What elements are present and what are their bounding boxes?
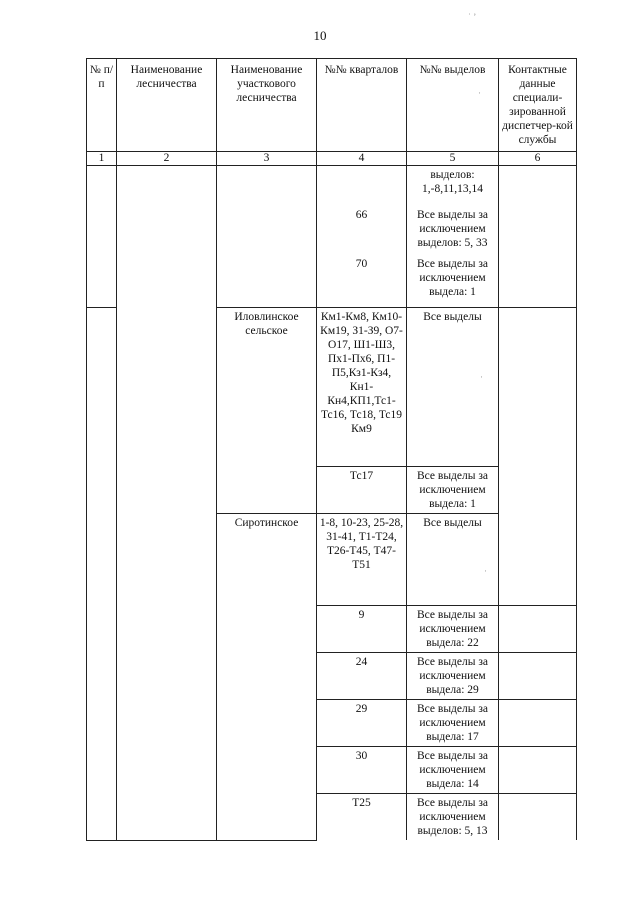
column-number-row [87, 152, 577, 166]
column-number: 2 [117, 152, 217, 166]
cell-quarter: 70 [317, 255, 407, 308]
cell-quarter: 24 [317, 653, 407, 700]
cell-contacts [499, 747, 577, 794]
table-header-row [87, 59, 577, 152]
cell-plots: Все выделы за исключением выдела: 29 [407, 653, 499, 700]
cell-quarter: 1-8, 10-23, 25-28, 31-41, Т1-Т24, Т26-Т45, Т47-Т51 [317, 514, 407, 606]
header-quarters: №№ кварталов [317, 59, 407, 152]
header-number: № п/п [87, 59, 117, 152]
cell-contacts [499, 700, 577, 747]
cell-quarter: Т25 [317, 794, 407, 841]
cell-contacts [499, 308, 577, 606]
column-number: 4 [317, 152, 407, 166]
cell-contacts [499, 166, 577, 308]
header-plots: №№ выделов [407, 59, 499, 152]
cell-quarter: 9 [317, 606, 407, 653]
cell-quarter: 30 [317, 747, 407, 794]
scan-artifact: ˙ ʼ [468, 12, 477, 22]
cell-empty [217, 166, 317, 308]
table-row [87, 308, 577, 467]
cell-district: Сиротинское [217, 514, 317, 841]
header-contacts: Контактные данные специали-зированной диспетчер-кой службы [499, 59, 577, 152]
column-number: 6 [499, 152, 577, 166]
cell-quarter: 66 [317, 206, 407, 255]
cell-plots: Все выделы [407, 308, 499, 467]
cell-quarter: 29 [317, 700, 407, 747]
cell-empty [117, 308, 217, 841]
header-forestry: Наименование лесничества [117, 59, 217, 152]
cell-quarter [317, 166, 407, 207]
cell-empty [87, 308, 117, 841]
header-district-forestry: Наименование участкового лесничества [217, 59, 317, 152]
scan-artifact: · [478, 88, 481, 98]
cell-quarter: Км1-Км8, Км10-Км19, З1-З9, О7-О17, Ш1-Ш3, Пх1-Пх6, П1-П5,Кз1-Кз4, Кн1-Кн4,КП1,Тс1-Тс16, Тс18, Тс19 Км9 [317, 308, 407, 467]
column-number: 3 [217, 152, 317, 166]
scan-artifact: · [480, 372, 483, 382]
page-number: 10 [313, 28, 327, 43]
cell-plots: Все выделы за исключением выдела: 17 [407, 700, 499, 747]
column-number: 1 [87, 152, 117, 166]
cell-plots: выделов: 1,-8,11,13,14 [407, 166, 499, 207]
cell-plots: Все выделы за исключением выделов: 5, 33 [407, 206, 499, 255]
document-table [86, 58, 577, 841]
cell-plots: Все выделы за исключением выдела: 14 [407, 747, 499, 794]
cell-plots: Все выделы за исключением выдела: 1 [407, 255, 499, 308]
cell-plots: Все выделы за исключением выдела: 22 [407, 606, 499, 653]
cell-quarter: Тс17 [317, 467, 407, 514]
cell-plots: Все выделы [407, 514, 499, 606]
cell-contacts [499, 606, 577, 653]
cell-district: Иловлинское сельское [217, 308, 317, 514]
cell-empty [87, 166, 117, 308]
scan-artifact: · [484, 566, 487, 576]
table-row [87, 166, 577, 207]
cell-empty [117, 166, 217, 308]
cell-plots: Все выделы за исключением выдела: 1 [407, 467, 499, 514]
column-number: 5 [407, 152, 499, 166]
cell-contacts [499, 794, 577, 841]
cell-contacts [499, 653, 577, 700]
cell-plots: Все выделы за исключением выделов: 5, 13 [407, 794, 499, 841]
